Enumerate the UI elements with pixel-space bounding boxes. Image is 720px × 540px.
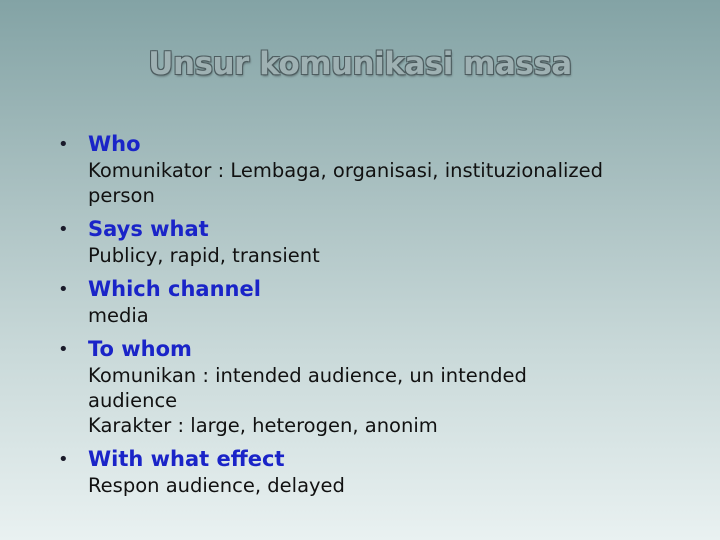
bullet-icon: • [58,449,69,470]
bullet-text: person [88,184,155,207]
bullet-text: Komunikan : intended audience, un intended [88,364,527,387]
slide-title: Unsur komunikasi massa [148,46,572,82]
bullet-icon: • [58,219,69,240]
bullet-text: Karakter : large, heterogen, anonim [88,414,438,437]
bullet-heading: Who [88,132,141,156]
bullet-item-with-what-effect [58,443,698,497]
bullet-heading: Says what [88,217,209,241]
bullet-text: Komunikator : Lembaga, organisasi, instituzionalized [88,159,604,182]
bullet-heading: With what effect [88,447,285,471]
bullet-icon: • [58,279,69,300]
bullet-icon: • [58,134,69,155]
bullet-text: media [88,304,149,327]
bullet-list [58,128,698,503]
bullet-item-which-channel [58,273,698,327]
bullet-item-says-what [58,213,698,267]
bullet-heading: Which channel [88,277,261,301]
bullet-text: Respon audience, delayed [88,474,345,497]
bullet-icon: • [58,339,69,360]
bullet-text: audience [88,389,178,412]
bullet-item-to-whom [58,333,698,437]
bullet-text: Publicy, rapid, transient [88,244,320,267]
bullet-item-who [58,128,698,207]
bullet-heading: To whom [88,337,192,361]
